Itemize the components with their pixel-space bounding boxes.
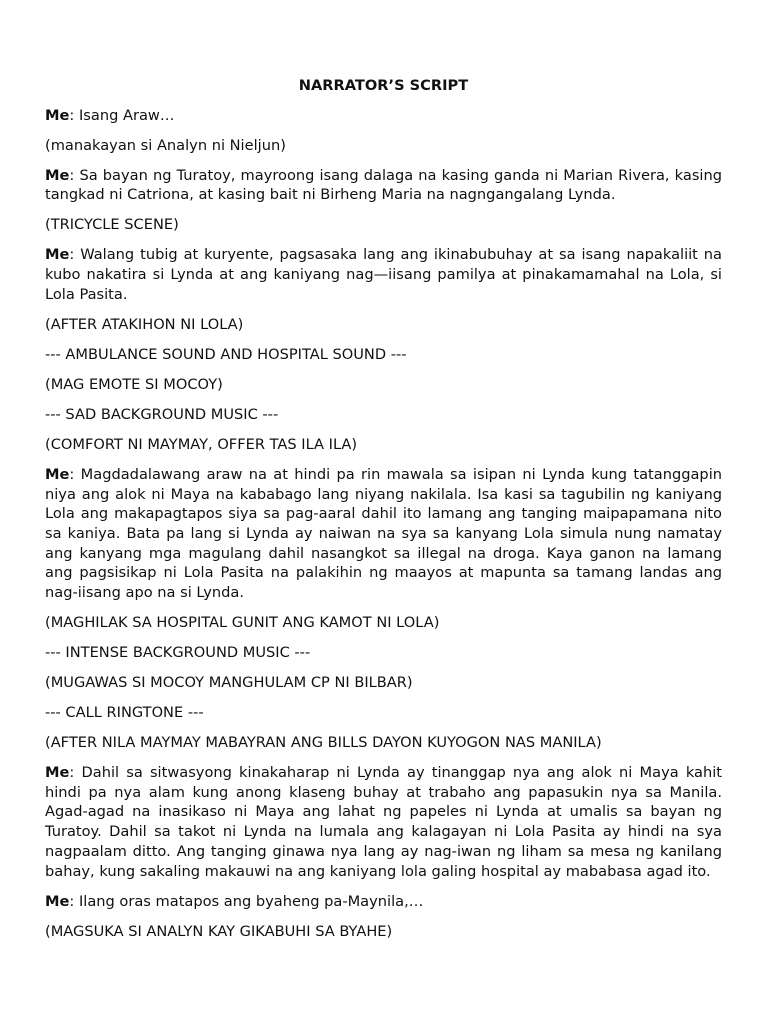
speaker-label: Me xyxy=(45,166,70,184)
paragraph-text: : Walang tubig at kuryente, pagsasaka lang ang ikinabubuhay at sa isang napakaliit na kubo nakatira si Lynda at ang kaniyang nag—iisang pamilya at pinakamamahal na Lola, si Lola Pasita. xyxy=(45,246,722,303)
paragraph-text: : Dahil sa sitwasyong kinakaharap ni Lynda ay tinanggap nya ang alok ni Maya kahit hindi pa nya alam kung anong klaseng buhay at trabaho ang papasukin nya sa Manila. Agad-agad na inasikaso ni Maya ang lahat ng papeles ni Lynda at umalis sa bayan ng Turatoy. Dahil sa takot ni Lynda na lumala ang kalagayan ni Lola Pasita ay hindi na sya nagpaalam ditto. Ang tanging ginawa nya lang ay nag-iwan ng liham sa mesa ng kanilang bahay, kung sakaling makauwi na ang kaniyang lola galing hospital ay mababasa agad ito. xyxy=(45,764,722,880)
paragraph-text: : Isang Araw… xyxy=(69,106,175,124)
script-page xyxy=(45,76,722,952)
speaker-label: Me xyxy=(45,892,70,910)
paragraph-3 xyxy=(45,166,722,205)
speaker-label: Me xyxy=(45,465,70,483)
stage-direction: (TRICYCLE SCENE) xyxy=(45,216,179,234)
stage-direction: (MUGAWAS SI MOCOY MANGHULAM CP NI BILBAR) xyxy=(45,674,413,692)
paragraph-1 xyxy=(45,106,722,126)
sound-cue: --- CALL RINGTONE --- xyxy=(45,704,204,722)
sound-cue: --- AMBULANCE SOUND AND HOSPITAL SOUND --- xyxy=(45,345,407,363)
sound-cue: --- SAD BACKGROUND MUSIC --- xyxy=(45,405,279,423)
stage-direction: (COMFORT NI MAYMAY, OFFER TAS ILA ILA) xyxy=(45,435,358,453)
document-title: NARRATOR’S SCRIPT xyxy=(298,77,469,94)
paragraph-17 xyxy=(45,763,722,881)
sound-cue: --- INTENSE BACKGROUND MUSIC --- xyxy=(45,644,311,662)
stage-direction: (AFTER NILA MAYMAY MABAYRAN ANG BILLS DAYON KUYOGON NAS MANILA) xyxy=(45,734,602,752)
speaker-label: Me xyxy=(45,246,70,264)
paragraph-text: : Sa bayan ng Turatoy, mayroong isang dalaga na kasing ganda ni Marian Rivera, kasing tangkad ni Catriona, at kasing bait ni Birheng Maria na nagngangalang Lynda. xyxy=(45,166,722,204)
stage-direction: (AFTER ATAKIHON NI LOLA) xyxy=(45,315,244,333)
paragraph-5 xyxy=(45,245,722,304)
paragraph-11 xyxy=(45,465,722,603)
speaker-label: Me xyxy=(45,106,70,124)
paragraph-text: : Magdadalawang araw na at hindi pa rin mawala sa isipan ni Lynda kung tatanggapin niya ang alok ni Maya na kababago lang niyang nakilala. Isa kasi sa tagubilin ng kaniyang Lola ang makapagtapos siya sa pag-aaral dahil ito lamang ang tanging maipapamana nito sa kaniya. Bata pa lang si Lynda ay naiwan na sya sa kanyang Lola simula nung namatay ang kanyang mga magulang dahil nasangkot sa illegal na droga. Kaya ganon na lamang ang pagsisikap ni Lola Pasita na palakihin ng maayos at mapunta sa tamang landas ang nag-iisang apo na si Lynda. xyxy=(45,465,722,602)
stage-direction: (MAGHILAK SA HOSPITAL GUNIT ANG KAMOT NI LOLA) xyxy=(45,614,440,632)
stage-direction: (MAG EMOTE SI MOCOY) xyxy=(45,375,223,393)
speaker-label: Me xyxy=(45,764,70,782)
stage-direction: (manakayan si Analyn ni Nieljun) xyxy=(45,136,286,154)
stage-direction: (MAGSUKA SI ANALYN KAY GIKABUHI SA BYAHE) xyxy=(45,922,393,940)
paragraph-18 xyxy=(45,892,722,912)
paragraph-text: : Ilang oras matapos ang byaheng pa-Maynila,… xyxy=(69,892,424,910)
